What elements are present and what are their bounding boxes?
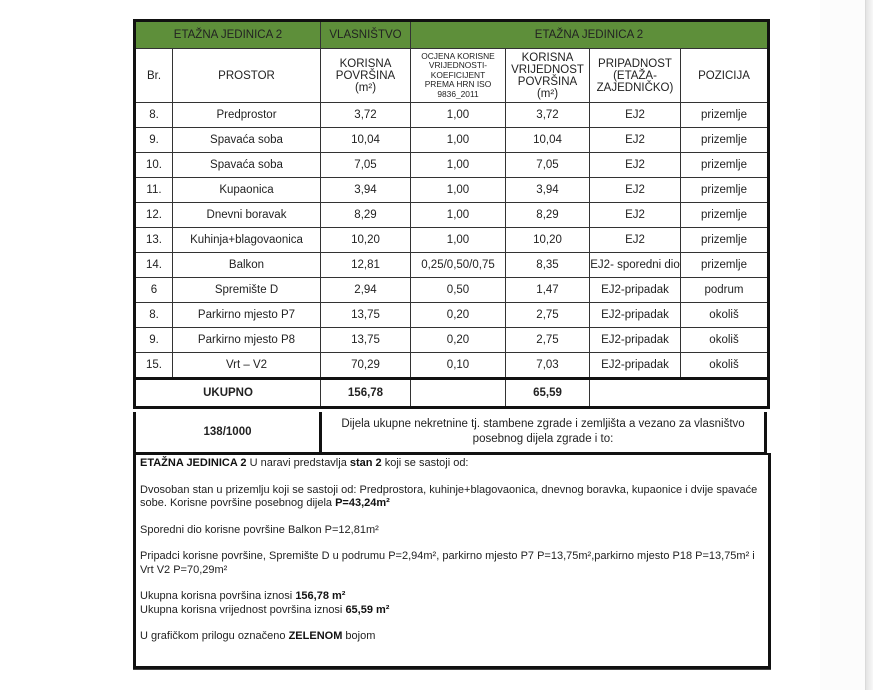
cell-koef: 1,00 xyxy=(411,228,506,253)
col-pozicija: POZICIJA xyxy=(681,49,769,103)
cell-povrsina: 12,81 xyxy=(321,253,411,278)
cell-vrijednost: 10,04 xyxy=(506,128,590,153)
cell-prostor: Balkon xyxy=(173,253,321,278)
cell-povrsina: 3,94 xyxy=(321,178,411,203)
unit-header: ETAŽNA JEDINICA 2 xyxy=(135,21,321,49)
cell-vrijednost: 8,29 xyxy=(506,203,590,228)
cell-pozicija: podrum xyxy=(681,278,769,303)
cell-prostor: Kuhinja+blagovaonica xyxy=(173,228,321,253)
col-ocjena-koeficijent: OCJENA KORISNE VRIJEDNOSTI- KOEFICIJENT PREMA HRN ISO 9836_2011 xyxy=(411,49,506,103)
ownership-share-table xyxy=(133,412,767,455)
cell-prostor: Predprostor xyxy=(173,103,321,128)
description-graphic-note: U grafičkom prilogu označeno ZELENOM bojom xyxy=(140,630,376,642)
cell-pozicija: okoliš xyxy=(681,353,769,379)
cell-povrsina: 3,72 xyxy=(321,103,411,128)
cell-br: 12. xyxy=(135,203,173,228)
cell-vrijednost: 3,94 xyxy=(506,178,590,203)
cell-br: 10. xyxy=(135,153,173,178)
cell-povrsina: 7,05 xyxy=(321,153,411,178)
cell-pripadnost: EJ2-pripadak xyxy=(590,303,681,328)
cell-koef: 1,00 xyxy=(411,178,506,203)
cell-pripadnost: EJ2 xyxy=(590,103,681,128)
table-row xyxy=(135,178,769,203)
cell-prostor: Spavaća soba xyxy=(173,153,321,178)
cell-vrijednost: 2,75 xyxy=(506,328,590,353)
table-row xyxy=(135,203,769,228)
share-fraction: 138/1000 xyxy=(135,412,321,454)
cell-pripadnost: EJ2 xyxy=(590,203,681,228)
table-row xyxy=(135,303,769,328)
cell-br: 14. xyxy=(135,253,173,278)
cell-pripadnost: EJ2 xyxy=(590,153,681,178)
cell-vrijednost: 8,35 xyxy=(506,253,590,278)
cell-pripadnost: EJ2 xyxy=(590,178,681,203)
share-description: Dijela ukupne nekretnine tj. stambene zgrade i zemljišta a vezano za vlasništvo posebnog dijela zgrade i to: xyxy=(341,418,745,445)
description-intro: ETAŽNA JEDINICA 2 U naravi predstavlja stan 2 koji se sastoji od: xyxy=(140,457,469,469)
table-row xyxy=(135,103,769,128)
cell-povrsina: 10,20 xyxy=(321,228,411,253)
total-row xyxy=(135,379,769,408)
cell-pozicija: prizemlje xyxy=(681,178,769,203)
cell-pozicija: prizemlje xyxy=(681,128,769,153)
ownership-header: VLASNIŠTVO xyxy=(321,21,411,49)
col-pripadnost: PRIPADNOST (ETAŽA- ZAJEDNIČKO) xyxy=(590,49,681,103)
table-row xyxy=(135,153,769,178)
cell-br: 15. xyxy=(135,353,173,379)
cell-koef: 1,00 xyxy=(411,128,506,153)
description-appurtenances: Pripadci korisne površine, Spremište D u podrumu P=2,94m², parkirno mjesto P7 P=13,75m²,parkirno mjesto P18 P=13,75m² i Vrt V2 P=70,29m² xyxy=(140,550,755,576)
description-balcony: Sporedni dio korisne površine Balkon P=12,81m² xyxy=(140,523,379,536)
cell-povrsina: 13,75 xyxy=(321,303,411,328)
total-povrsina: 156,78 xyxy=(321,379,411,408)
cell-br: 8. xyxy=(135,303,173,328)
cell-vrijednost: 3,72 xyxy=(506,103,590,128)
cell-br: 9. xyxy=(135,128,173,153)
cell-br: 11. xyxy=(135,178,173,203)
description-apartment: Dvosoban stan u prizemlju koji se sastoji od: Predprostora, kuhinje+blagovaonica, dnevnog boravka, kupaonice i dvije spavaće sobe. Korisne površine posebnog dijela P=43,24m² xyxy=(140,483,758,509)
page-margin xyxy=(820,0,866,690)
unit-right-header: ETAŽNA JEDINICA 2 xyxy=(411,21,769,49)
cell-koef: 0,10 xyxy=(411,353,506,379)
total-vrijednost: 65,59 xyxy=(506,379,590,408)
cell-pripadnost: EJ2-pripadak xyxy=(590,278,681,303)
cell-povrsina: 10,04 xyxy=(321,128,411,153)
cell-pozicija: prizemlje xyxy=(681,253,769,278)
cell-koef: 1,00 xyxy=(411,203,506,228)
cell-br: 9. xyxy=(135,328,173,353)
description-totals: Ukupna korisna površina iznosi 156,78 m² Ukupna korisna vrijednost površina iznosi 65,59 m² xyxy=(140,590,390,616)
table-row xyxy=(135,353,769,379)
cell-koef: 1,00 xyxy=(411,103,506,128)
cell-koef: 0,20 xyxy=(411,303,506,328)
cell-br: 8. xyxy=(135,103,173,128)
table-row xyxy=(135,328,769,353)
col-prostor: PROSTOR xyxy=(173,49,321,103)
cell-vrijednost: 7,05 xyxy=(506,153,590,178)
total-koef xyxy=(411,379,506,408)
cell-pozicija: okoliš xyxy=(681,328,769,353)
cell-povrsina: 8,29 xyxy=(321,203,411,228)
column-header-row xyxy=(135,49,769,103)
table-row xyxy=(135,228,769,253)
col-korisna-povrsina: KORISNA POVRŠINA (m²) xyxy=(321,49,411,103)
cell-pripadnost: EJ2- sporedni dio xyxy=(590,253,681,278)
cell-pozicija: prizemlje xyxy=(681,103,769,128)
cell-pripadnost: EJ2-pripadak xyxy=(590,353,681,379)
cell-pozicija: prizemlje xyxy=(681,203,769,228)
cell-prostor: Spremište D xyxy=(173,278,321,303)
cell-koef: 0,20 xyxy=(411,328,506,353)
cell-vrijednost: 2,75 xyxy=(506,303,590,328)
col-br: Br. xyxy=(135,49,173,103)
cell-vrijednost: 7,03 xyxy=(506,353,590,379)
cell-koef: 0,25/0,50/0,75 xyxy=(411,253,506,278)
cell-br: 6 xyxy=(135,278,173,303)
cell-prostor: Parkirno mjesto P7 xyxy=(173,303,321,328)
table-row xyxy=(135,128,769,153)
cell-vrijednost: 10,20 xyxy=(506,228,590,253)
cell-vrijednost: 1,47 xyxy=(506,278,590,303)
cell-povrsina: 2,94 xyxy=(321,278,411,303)
scrollbar-track[interactable] xyxy=(865,0,873,690)
table-row xyxy=(135,278,769,303)
group-header-row xyxy=(135,21,769,49)
cell-pripadnost: EJ2-pripadak xyxy=(590,328,681,353)
unit-description xyxy=(133,453,771,669)
cell-prostor: Vrt – V2 xyxy=(173,353,321,379)
table-row xyxy=(135,253,769,278)
total-empty xyxy=(590,379,769,408)
cell-pozicija: prizemlje xyxy=(681,153,769,178)
cell-povrsina: 70,29 xyxy=(321,353,411,379)
cell-br: 13. xyxy=(135,228,173,253)
cell-prostor: Kupaonica xyxy=(173,178,321,203)
cell-pozicija: prizemlje xyxy=(681,228,769,253)
cell-povrsina: 13,75 xyxy=(321,328,411,353)
total-label: UKUPNO xyxy=(135,379,321,408)
cell-koef: 0,50 xyxy=(411,278,506,303)
col-korisna-vrijednost: KORISNA VRIJEDNOST POVRŠINA (m²) xyxy=(506,49,590,103)
cell-pozicija: okoliš xyxy=(681,303,769,328)
cell-prostor: Spavaća soba xyxy=(173,128,321,153)
cell-pripadnost: EJ2 xyxy=(590,128,681,153)
cell-pripadnost: EJ2 xyxy=(590,228,681,253)
cell-prostor: Dnevni boravak xyxy=(173,203,321,228)
cell-koef: 1,00 xyxy=(411,153,506,178)
unit-table xyxy=(133,19,770,409)
cell-prostor: Parkirno mjesto P8 xyxy=(173,328,321,353)
